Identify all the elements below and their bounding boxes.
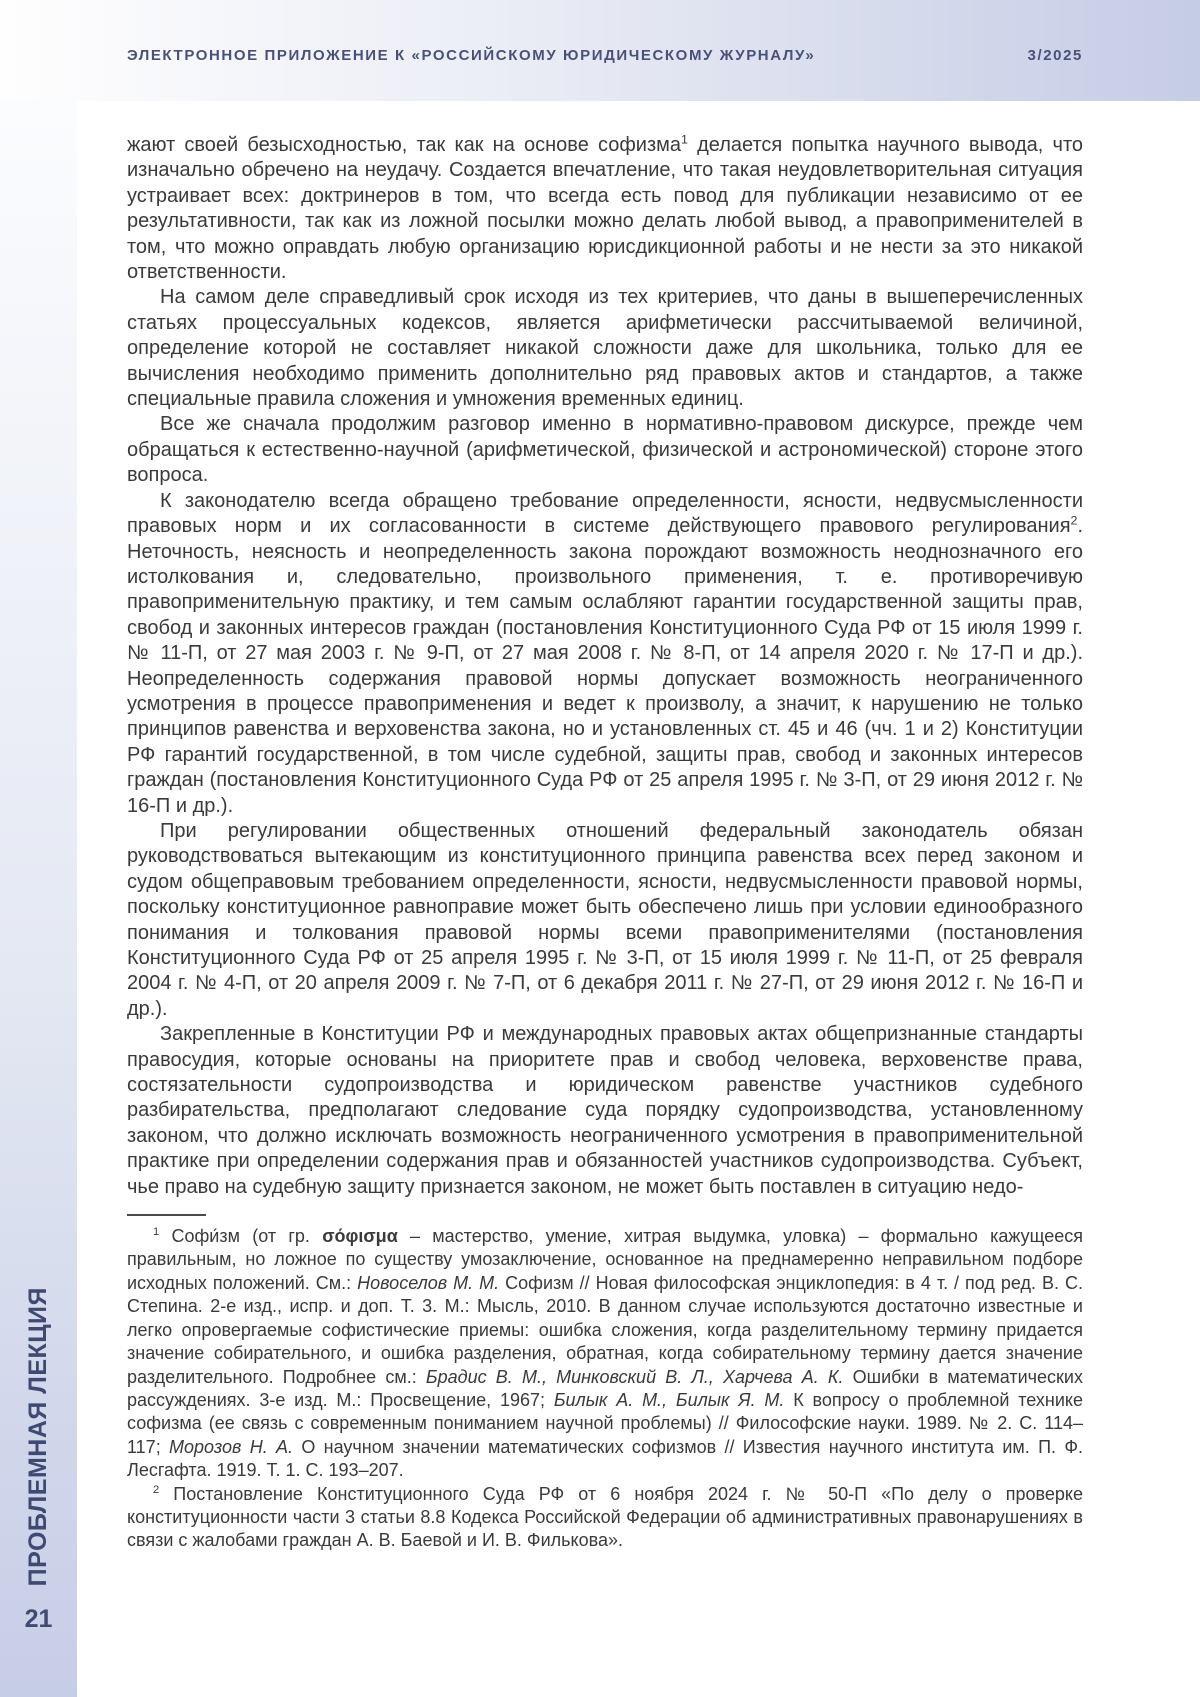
issue-number: 3/2025 xyxy=(1027,47,1083,64)
paragraph: На самом деле справедливый срок исходя из тех критериев, что даны в вышеперечисленных статьях процессуальных кодексов, является арифметически рассчитываемой величиной, определение которой не составляет никакой сложности даже для школьника, только для ее вычисления необходимо применить дополнительно ряд правовых актов и стандартов, а также специальные правила сложения и умножения временных единиц. xyxy=(127,286,1083,411)
page-header xyxy=(0,0,1200,101)
paragraph: При регулировании общественных отношений федеральный законодатель обязан руководствоваться вытекающим из конституционного принципа равенства всех перед законом и судом общеправовым требованием определенности, ясности, недвусмысленности правовой нормы, поскольку конституционное равноправие может быть обеспечено лишь при условии единообразного понимания и толкования правовой нормы всеми правоприменителями (постановления Конституционного Суда РФ от 25 апреля 1995 г. № 3-П, от 15 июля 1999 г. № 11-П, от 25 февраля 2004 г. № 4-П, от 20 апреля 2009 г. № 7-П, от 6 декабря 2011 г. № 27-П, от 29 июня 2012 г. № 16-П и др.). xyxy=(127,819,1083,1020)
footnote-1: $^1$ Софи́зм (от гр. σόφισμα – мастерство, умение, хитрая выдумка, уловка) – формально кажущееся правильным, но ложное по существу умозаключение, основанное на преднамеренно неправильном подборе исходных положений. См.: Новоселов М. М. Софизм // Новая философская энциклопедия: в 4 т. / под ред. В. С. Степина. 2-е изд., испр. и доп. Т. 3. М.: Мысль, 2010. В данном случае используются достаточно известные и легко опровергаемые софистические приемы: ошибка сложения, когда разделительному термину придается значение собирательного, и ошибка разделения, обратная, когда собирательному термину дается значение разделительного. Подробнее см.: Брадис В. М., Минковский В. Л., Харчева А. К. Ошибки в математических рассуждениях. 3-е изд. М.: Просвещение, 1967; Билык А. М., Билык Я. М. К вопросу о проблемной технике софизма (ее связь с современным пониманием научной проблемы) // Философские науки. 1989. № 2. С. 114–117; Морозов Н. А. О научном значении математических софизмов // Известия научного института им. П. Ф. Лесгафта. 1919. Т. 1. С. 193–207. xyxy=(127,1226,1084,1481)
footnote-2: $^2$ Постановление Конституционного Суда РФ от 6 ноября 2024 г. № 50-П «По делу о проверке конституционности части 3 статьи 8.8 Кодекса Российской Федерации об административных правонарушениях в связи с жалобами граждан А. В. Баевой и И. В. Филькова». xyxy=(127,1483,1083,1551)
article-body xyxy=(127,133,1083,1553)
rubric-box xyxy=(0,1287,77,1587)
footnote-separator xyxy=(127,1214,206,1216)
paragraph: Все же сначала продолжим разговор именно в нормативно-правовом дискурсе, прежде чем обращаться к естественно-научной (арифметической, физической и астрономической) стороне этого вопроса. xyxy=(127,413,1083,487)
paragraph: Закрепленные в Конституции РФ и международных правовых актах общепризнанные стандарты правосудия, которые основаны на приоритете прав и свобод человека, верховенстве права, состязательности судопроизводства и юридическом равенстве участников судебного разбирательства, предполагают следование суда порядку судопроизводства, установленному законом, что должно исключать возможность неограниченного усмотрения в правоприменительной практике при определении содержания прав и обязанностей участников судопроизводства. Субъект, чье право на судебную защиту признается законом, не может быть поставлен в ситуацию недо- xyxy=(127,1023,1083,1198)
paragraph-continuation: жают своей безысходностью, так как на основе софизма$^1$ делается попытка научного вывода, что изначально обречено на неудачу. Создается впечатление, что такая неудовлетворительная ситуация устраивает всех: доктринеров в том, что всегда есть повод для публикации независимо от ее результативности, так как из ложной посылки можно делать любой вывод, а правоприменителей в том, что можно оправдать любую организацию юрисдикционной работы и не нести за это никакой ответственности. xyxy=(127,132,1084,284)
section-rubric: ПРОБЛЕМНАЯ ЛЕКЦИЯ xyxy=(24,1287,52,1587)
paragraph: К законодателю всегда обращено требование определенности, ясности, недвусмысленности правовых норм и их согласованности в системе действующего правового регулирования$^2$. Неточность, неясность и неопределенность закона порождают возможность неоднозначного его истолкования и, следовательно, произвольного применения, т. е. противоречивую правоприменительную практику, и тем самым ослабляют гарантии государственной защиты прав, свобод и законных интересов граждан (постановления Конституционного Суда РФ от 15 июля 1999 г. № 11-П, от 27 мая 2003 г. № 9-П, от 27 мая 2008 г. № 8-П, от 14 апреля 2020 г. № 17-П и др.). Неопределенность содержания правовой нормы допускает возможность неограниченного усмотрения в процессе правоприменения и ведет к произволу, а значит, к нарушению не только принципов равенства и верховенства закона, но и установленных ст. 45 и 46 (чч. 1 и 2) Конституции РФ гарантий государственной, в том числе судебной, защиты прав, свобод и законных интересов граждан (постановления Конституционного Суда РФ от 25 апреля 1995 г. № 3-П, от 29 июня 2012 г. № 16-П и др.). xyxy=(127,489,1083,817)
page-number: 21 xyxy=(24,1605,53,1633)
journal-title: ЭЛЕКТРОННОЕ ПРИЛОЖЕНИЕ К «РОССИЙСКОМУ ЮРИДИЧЕСКОМУ ЖУРНАЛУ» xyxy=(127,47,816,64)
